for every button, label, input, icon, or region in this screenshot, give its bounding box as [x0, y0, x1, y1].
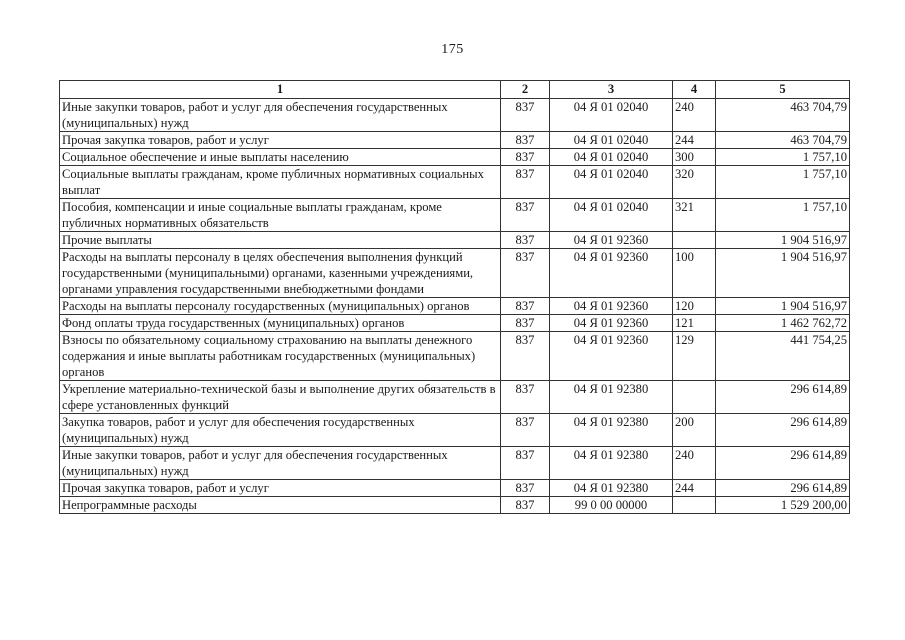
row-sum-cell: 296 614,89 [716, 447, 850, 480]
row-ved-cell: 837 [501, 149, 550, 166]
row-ved-cell: 837 [501, 414, 550, 447]
table-row [60, 447, 850, 480]
row-vr-cell: 300 [673, 149, 716, 166]
table-row [60, 315, 850, 332]
table-row [60, 381, 850, 414]
table-row [60, 497, 850, 514]
row-csr-cell: 04 Я 01 02040 [550, 199, 673, 232]
row-sum-cell: 296 614,89 [716, 414, 850, 447]
row-sum-cell: 1 529 200,00 [716, 497, 850, 514]
row-ved-cell: 837 [501, 315, 550, 332]
row-ved-cell: 837 [501, 249, 550, 298]
row-ved-cell: 837 [501, 99, 550, 132]
row-vr-cell: 121 [673, 315, 716, 332]
row-sum-cell: 1 757,10 [716, 166, 850, 199]
row-name-cell: Закупка товаров, работ и услуг для обеспечения государственных (муниципальных) нужд [60, 414, 501, 447]
row-sum-cell: 1 904 516,97 [716, 249, 850, 298]
row-csr-cell: 04 Я 01 02040 [550, 149, 673, 166]
row-sum-cell: 1 757,10 [716, 199, 850, 232]
header-col-sum: 5 [716, 81, 850, 99]
row-vr-cell: 244 [673, 132, 716, 149]
row-ved-cell: 837 [501, 332, 550, 381]
row-sum-cell: 296 614,89 [716, 381, 850, 414]
page-number: 175 [441, 42, 464, 57]
row-ved-cell: 837 [501, 132, 550, 149]
row-ved-cell: 837 [501, 166, 550, 199]
row-ved-cell: 837 [501, 298, 550, 315]
table-row [60, 249, 850, 298]
row-csr-cell: 04 Я 01 92360 [550, 315, 673, 332]
row-name-cell: Расходы на выплаты персоналу государственных (муниципальных) органов [60, 298, 501, 315]
budget-table [59, 80, 850, 514]
table-body [60, 99, 850, 514]
row-vr-cell: 200 [673, 414, 716, 447]
table-row [60, 99, 850, 132]
row-name-cell: Иные закупки товаров, работ и услуг для обеспечения государственных (муниципальных) нужд [60, 99, 501, 132]
row-csr-cell: 04 Я 01 92380 [550, 447, 673, 480]
row-name-cell: Укрепление материально-технической базы и выполнение других обязательств в сфере установленных функций [60, 381, 501, 414]
row-sum-cell: 441 754,25 [716, 332, 850, 381]
row-ved-cell: 837 [501, 199, 550, 232]
row-name-cell: Расходы на выплаты персоналу в целях обеспечения выполнения функций государственными (муниципальными) органами, казенными учреждениями, органами управления государственными внебюджетными фондами [60, 249, 501, 298]
row-vr-cell: 120 [673, 298, 716, 315]
row-sum-cell: 1 757,10 [716, 149, 850, 166]
row-ved-cell: 837 [501, 497, 550, 514]
row-name-cell: Социальное обеспечение и иные выплаты населению [60, 149, 501, 166]
row-sum-cell: 463 704,79 [716, 132, 850, 149]
row-ved-cell: 837 [501, 480, 550, 497]
row-vr-cell: 129 [673, 332, 716, 381]
row-name-cell: Пособия, компенсации и иные социальные выплаты гражданам, кроме публичных нормативных обязательств [60, 199, 501, 232]
row-csr-cell: 04 Я 01 92360 [550, 298, 673, 315]
row-csr-cell: 04 Я 01 02040 [550, 166, 673, 199]
table-row [60, 480, 850, 497]
header-col-vr: 4 [673, 81, 716, 99]
row-sum-cell: 1 904 516,97 [716, 232, 850, 249]
row-name-cell: Прочая закупка товаров, работ и услуг [60, 480, 501, 497]
header-col-ved: 2 [501, 81, 550, 99]
row-csr-cell: 04 Я 01 92380 [550, 480, 673, 497]
table-row [60, 232, 850, 249]
row-csr-cell: 04 Я 01 92360 [550, 232, 673, 249]
table-row [60, 414, 850, 447]
header-col-name: 1 [60, 81, 501, 99]
header-row [60, 81, 850, 99]
table-row [60, 298, 850, 315]
row-vr-cell [673, 381, 716, 414]
row-csr-cell: 04 Я 01 02040 [550, 99, 673, 132]
row-vr-cell: 320 [673, 166, 716, 199]
row-name-cell: Иные закупки товаров, работ и услуг для обеспечения государственных (муниципальных) нужд [60, 447, 501, 480]
table-row [60, 132, 850, 149]
row-vr-cell: 100 [673, 249, 716, 298]
row-csr-cell: 04 Я 01 92360 [550, 249, 673, 298]
row-csr-cell: 04 Я 01 92380 [550, 381, 673, 414]
row-name-cell: Социальные выплаты гражданам, кроме публичных нормативных социальных выплат [60, 166, 501, 199]
table-row [60, 199, 850, 232]
table-row [60, 332, 850, 381]
row-csr-cell: 04 Я 01 92360 [550, 332, 673, 381]
row-sum-cell: 296 614,89 [716, 480, 850, 497]
row-vr-cell: 240 [673, 99, 716, 132]
row-ved-cell: 837 [501, 381, 550, 414]
row-vr-cell [673, 497, 716, 514]
row-name-cell: Прочая закупка товаров, работ и услуг [60, 132, 501, 149]
table-header [60, 81, 850, 99]
table-row [60, 149, 850, 166]
row-sum-cell: 1 462 762,72 [716, 315, 850, 332]
row-ved-cell: 837 [501, 447, 550, 480]
row-ved-cell: 837 [501, 232, 550, 249]
row-vr-cell [673, 232, 716, 249]
row-vr-cell: 240 [673, 447, 716, 480]
row-csr-cell: 99 0 00 00000 [550, 497, 673, 514]
row-vr-cell: 244 [673, 480, 716, 497]
row-csr-cell: 04 Я 01 92380 [550, 414, 673, 447]
row-name-cell: Непрограммные расходы [60, 497, 501, 514]
row-name-cell: Прочие выплаты [60, 232, 501, 249]
header-col-csr: 3 [550, 81, 673, 99]
row-sum-cell: 463 704,79 [716, 99, 850, 132]
table-row [60, 166, 850, 199]
row-name-cell: Фонд оплаты труда государственных (муниципальных) органов [60, 315, 501, 332]
row-sum-cell: 1 904 516,97 [716, 298, 850, 315]
row-csr-cell: 04 Я 01 02040 [550, 132, 673, 149]
row-vr-cell: 321 [673, 199, 716, 232]
row-name-cell: Взносы по обязательному социальному страхованию на выплаты денежного содержания и иные выплаты работникам государственных (муниципальных) органов [60, 332, 501, 381]
